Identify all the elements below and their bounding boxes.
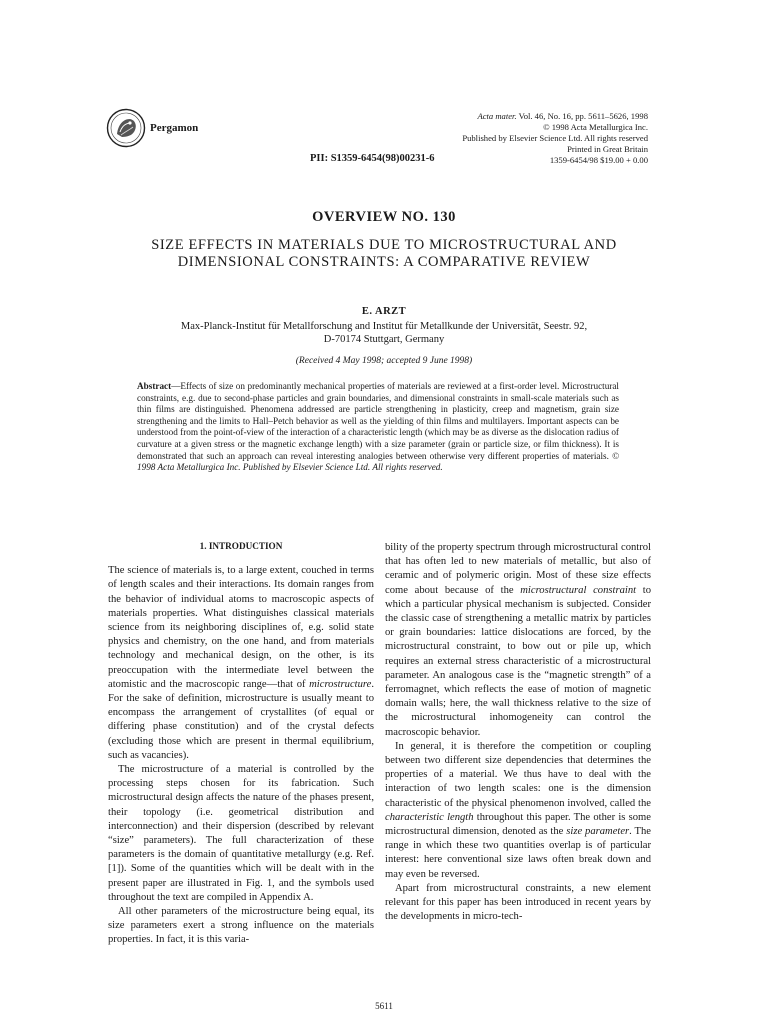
paragraph	[108, 564, 374, 763]
paragraph-text: . The range in which these two quantities overlap is of particular interest: here conventional size laws often break down and may even be reversed.	[385, 826, 651, 880]
paragraph-text: throughout this paper. The other is some microstructural dimension, denoted as the	[385, 811, 651, 838]
emphasis-text: characteristic length	[385, 811, 474, 823]
paragraph-text: The science of materials is, to a large extent, couched in terms of length scales and their interactions. Its domain ranges from the behavior of individual atoms to macroscopic aspects of materials properties. What distinguishes classical materials science from its neighboring disciplines of, e.g. solid state physics and chemistry, on the one hand, and from materials technology and mechanical design, on the other, is its preoccupation with the intermediate level between the atomistic and the macroscopic range—that of	[108, 565, 374, 690]
journal-volume: Vol. 46, No. 16, pp. 5611–5626, 1998	[516, 111, 648, 121]
affiliation-line-1: Max-Planck-Institut für Metallforschung and Institut für Metallkunde der Universität, Seestr. 92,	[180, 321, 588, 332]
article-title: SIZE EFFECTS IN MATERIALS DUE TO MICROSTRUCTURAL AND DIMENSIONAL CONSTRAINTS: A COMPARATIVE REVIEW	[151, 237, 617, 270]
journal-info	[348, 111, 648, 166]
abstract-copyright: © 1998 Acta Metallurgica Inc. Published by Elsevier Science Ltd. All rights reserved.	[137, 450, 619, 473]
journal-citation	[348, 111, 648, 122]
paragraph	[385, 541, 651, 740]
received-date: (Received 4 May 1998; accepted 9 June 1998)	[295, 356, 473, 366]
abstract-text: —Effects of size on predominantly mechanical properties of materials are reviewed at a first-order level. Microstructural constraints, e.g. due to second-phase particles and grain boundaries, and dimensional constraints in small-scale materials such as thin films are distinguished. Phenomena addressed are particle strengthening in plasticity, creep and magnetism, grain size strengthening and the limits to Hall–Petch behavior as well as the yielding of thin films and multilayers. Important aspects can be understood from the point-of-view of the interaction of a characteristic length (which may be as diverse as the dislocation radius of curvature at a given stress or the magnetic exchange length) with a size parameter (grain or particle size, or film thickness). It is demonstrated that such an approach can reveal interesting analogies between otherwise very different properties of materials.	[137, 381, 619, 461]
emphasis-text: size parameter	[566, 826, 630, 838]
paragraph: All other parameters of the microstructure being equal, its size parameters exert a strong influence on the materials properties. In fact, it is this varia-	[108, 906, 374, 946]
section-heading: 1. INTRODUCTION	[199, 541, 283, 551]
article-author: E. ARZT	[361, 306, 407, 317]
emphasis-text: microstructural constraint	[520, 584, 637, 596]
publisher-logo	[106, 108, 198, 148]
journal-price: 1359-6454/98 $19.00 + 0.00	[549, 155, 648, 165]
paragraph: The microstructure of a material is controlled by the processing steps chosen for its fabrication. Such microstructural design affects the nature of the phases present, their topology (i.e. geometrical distribution and interconnection) and their dispersion (described by relevant “size” parameters). The full characterization of these parameters is the domain of quantitative metallurgy (e.g. Ref. [1]). Some of the quantities which will be dealt with in the present paper are illustrated in Fig. 1, and the symbols used throughout the text are compiled in Appendix A.	[108, 764, 374, 903]
emphasis-text: microstructure	[309, 678, 372, 690]
abstract-label: Abstract	[137, 381, 172, 391]
overview-number: OVERVIEW NO. 130	[312, 209, 456, 225]
journal-printed: Printed in Great Britain	[567, 144, 648, 154]
publisher-name: Pergamon	[150, 122, 199, 134]
page-number: 5611	[375, 1001, 393, 1011]
journal-copyright: © 1998 Acta Metallurgica Inc.	[543, 122, 648, 132]
journal-name: Acta mater.	[477, 111, 517, 121]
pii-code: PII: S1359-6454(98)00231-6	[310, 153, 435, 164]
paragraph-text: to which a particular physical mechanism is subjected. Consider the classic case of strengthening a metallic matrix by particles or grain boundaries: lattice dislocations are forced, by the microstructural constraint, to bow out or pile up, which requires an external stress characteristic of a microstructural parameter. An analogous case is the “magnetic strength” of a ferromagnet, which reflects the ease of motion of magnetic domain walls; here, the wall thickness relative to the size of the microstructural inhomogeneity can control the macroscopic behavior.	[385, 584, 652, 738]
pergamon-emblem-icon	[106, 108, 146, 148]
abstract	[137, 381, 619, 474]
paragraph	[385, 740, 651, 882]
column-right	[385, 541, 651, 924]
journal-publisher: Published by Elsevier Science Ltd. All rights reserved	[462, 133, 648, 143]
paragraph-text: bility of the property spectrum through microstructural control that has often led to new materials of metallic, but also of ceramic and of polymeric origin. Most of these size effects come about because of the	[385, 542, 651, 596]
author-affiliation	[140, 320, 628, 346]
paragraph-text: . For the sake of definition, microstructure is usually meant to encompass the arrangement of crystallites (of equal or differing phase constitution) and of the crystal defects (excluding those which are present in thermal equilibrium, such as vacancies).	[108, 678, 374, 761]
affiliation-line-2: D-70174 Stuttgart, Germany	[323, 334, 445, 345]
paragraph-text: In general, it is therefore the competition or coupling between two different size dependencies that determines the properties of a material. We thus have to deal with the interaction of two length scales: one is the dimension characteristic of the physical phenomenon involved, called the	[385, 740, 651, 809]
paragraph: Apart from microstructural constraints, a new element relevant for this paper has been introduced in recent years by the developments in micro-tech-	[385, 882, 651, 923]
column-left	[108, 539, 374, 948]
